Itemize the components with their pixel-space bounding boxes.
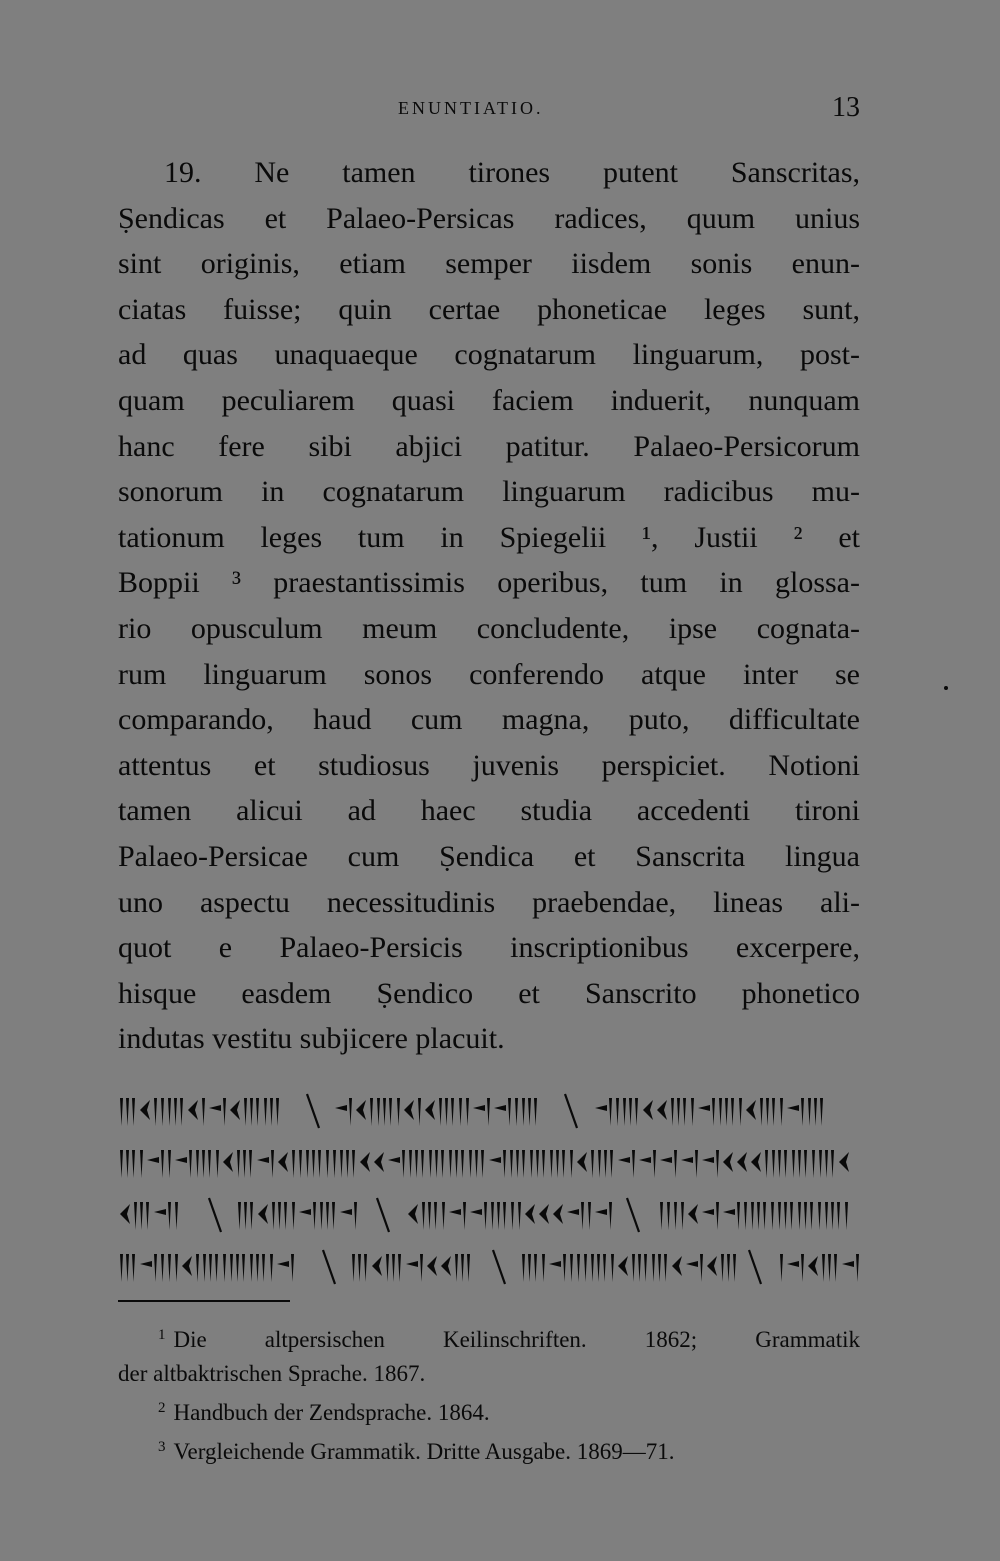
text-line: 19. Ne tamen tirones putent Sanscritas, xyxy=(164,156,860,189)
footnote-3 xyxy=(118,1430,860,1469)
cuneiform-glyph-row xyxy=(118,1134,860,1186)
cuneiform-line xyxy=(118,1238,860,1290)
text-line: tationum leges tum in Spiegelii ¹, Justii ² et xyxy=(118,520,860,554)
ink-speck xyxy=(944,686,948,690)
word-divider-glyph xyxy=(323,1250,335,1284)
cuneiform-word-glyph xyxy=(120,1098,279,1126)
word-divider-glyph xyxy=(209,1198,221,1232)
text-line: attentus et studiosus juvenis perspiciet. Notioni xyxy=(118,748,860,782)
cuneiform-word-glyph xyxy=(660,1202,848,1230)
word-divider-glyph xyxy=(565,1094,577,1128)
text-line: tamen alicui ad haec studia accedenti tironi xyxy=(118,794,860,828)
footnote-2 xyxy=(118,1391,860,1430)
text-line: Ṣendicas et Palaeo-Persicas radices, quum unius xyxy=(118,201,860,235)
body-text xyxy=(118,150,860,1062)
text-line: rio opusculum meum concludente, ipse cognata- xyxy=(118,611,860,645)
cuneiform-word-glyph xyxy=(595,1098,823,1126)
footnote-number: 3 xyxy=(158,1439,166,1455)
cuneiform-glyph-row xyxy=(118,1186,860,1238)
text-line: sint originis, etiam semper iisdem sonis enun- xyxy=(118,247,860,281)
cuneiform-word-glyph xyxy=(120,1202,178,1230)
cuneiform-line xyxy=(118,1082,860,1134)
cuneiform-word-glyph xyxy=(522,1254,736,1282)
cuneiform-word-glyph xyxy=(352,1254,470,1282)
running-title: ENUNTIATIO. xyxy=(398,98,544,118)
cuneiform-glyph-row xyxy=(118,1082,860,1134)
footnote-1-continued: der altbaktrischen Sprache. 1867. xyxy=(118,1361,426,1386)
text-line: comparando, haud cum magna, puto, difficultate xyxy=(118,703,860,737)
cuneiform-word-glyph xyxy=(120,1254,294,1282)
footnote-rule xyxy=(118,1300,290,1302)
footnote-number: 1 xyxy=(158,1327,166,1343)
running-head xyxy=(118,92,860,132)
word-divider-glyph xyxy=(749,1250,761,1284)
text-line: Palaeo-Persicae cum Ṣendica et Sanscrita lingua xyxy=(118,839,860,873)
footnote-1 xyxy=(118,1318,860,1357)
cuneiform-word-glyph xyxy=(408,1202,612,1230)
cuneiform-glyph-row xyxy=(118,1238,860,1290)
page-number: 13 xyxy=(832,92,860,123)
footnote-text: Die altpersischen Keilinschriften. 1862; Grammatik xyxy=(173,1327,860,1352)
cuneiform-word-glyph xyxy=(335,1098,537,1126)
cuneiform-word-glyph xyxy=(238,1202,357,1230)
text-line: Boppii ³ praestantissimis operibus, tum in glossa- xyxy=(118,566,860,600)
footnote-number: 2 xyxy=(158,1400,166,1416)
footnote-text: Vergleichende Grammatik. Dritte Ausgabe. 1869—71. xyxy=(173,1439,675,1464)
cuneiform-line xyxy=(118,1134,860,1186)
word-divider-glyph xyxy=(307,1094,319,1128)
cuneiform-word-glyph xyxy=(780,1254,859,1282)
text-line: indutas vestitu subjicere placuit. xyxy=(118,1022,505,1056)
footnotes xyxy=(118,1318,860,1469)
text-line: sonorum in cognatarum linguarum radicibus mu- xyxy=(118,475,860,509)
text-line: hisque easdem Ṣendico et Sanscrito phonetico xyxy=(118,976,860,1010)
word-divider-glyph xyxy=(627,1198,639,1232)
text-line: uno aspectu necessitudinis praebendae, lineas ali- xyxy=(118,885,860,919)
cuneiform-inscription xyxy=(118,1082,860,1290)
cuneiform-line xyxy=(118,1186,860,1238)
text-line: ad quas unaquaeque cognatarum linguarum, post- xyxy=(118,338,860,372)
word-divider-glyph xyxy=(377,1198,389,1232)
cuneiform-word-glyph xyxy=(120,1150,849,1178)
footnote-text: Handbuch der Zendsprache. 1864. xyxy=(173,1400,490,1425)
word-divider-glyph xyxy=(493,1250,505,1284)
text-line: rum linguarum sonos conferendo atque inter se xyxy=(118,657,860,691)
text-line: ciatas fuisse; quin certae phoneticae leges sunt, xyxy=(118,292,860,326)
text-line: quot e Palaeo-Persicis inscriptionibus excerpere, xyxy=(118,931,860,965)
text-line: hanc fere sibi abjici patitur. Palaeo-Persicorum xyxy=(118,429,860,463)
text-line: quam peculiarem quasi faciem induerit, nunquam xyxy=(118,383,860,417)
